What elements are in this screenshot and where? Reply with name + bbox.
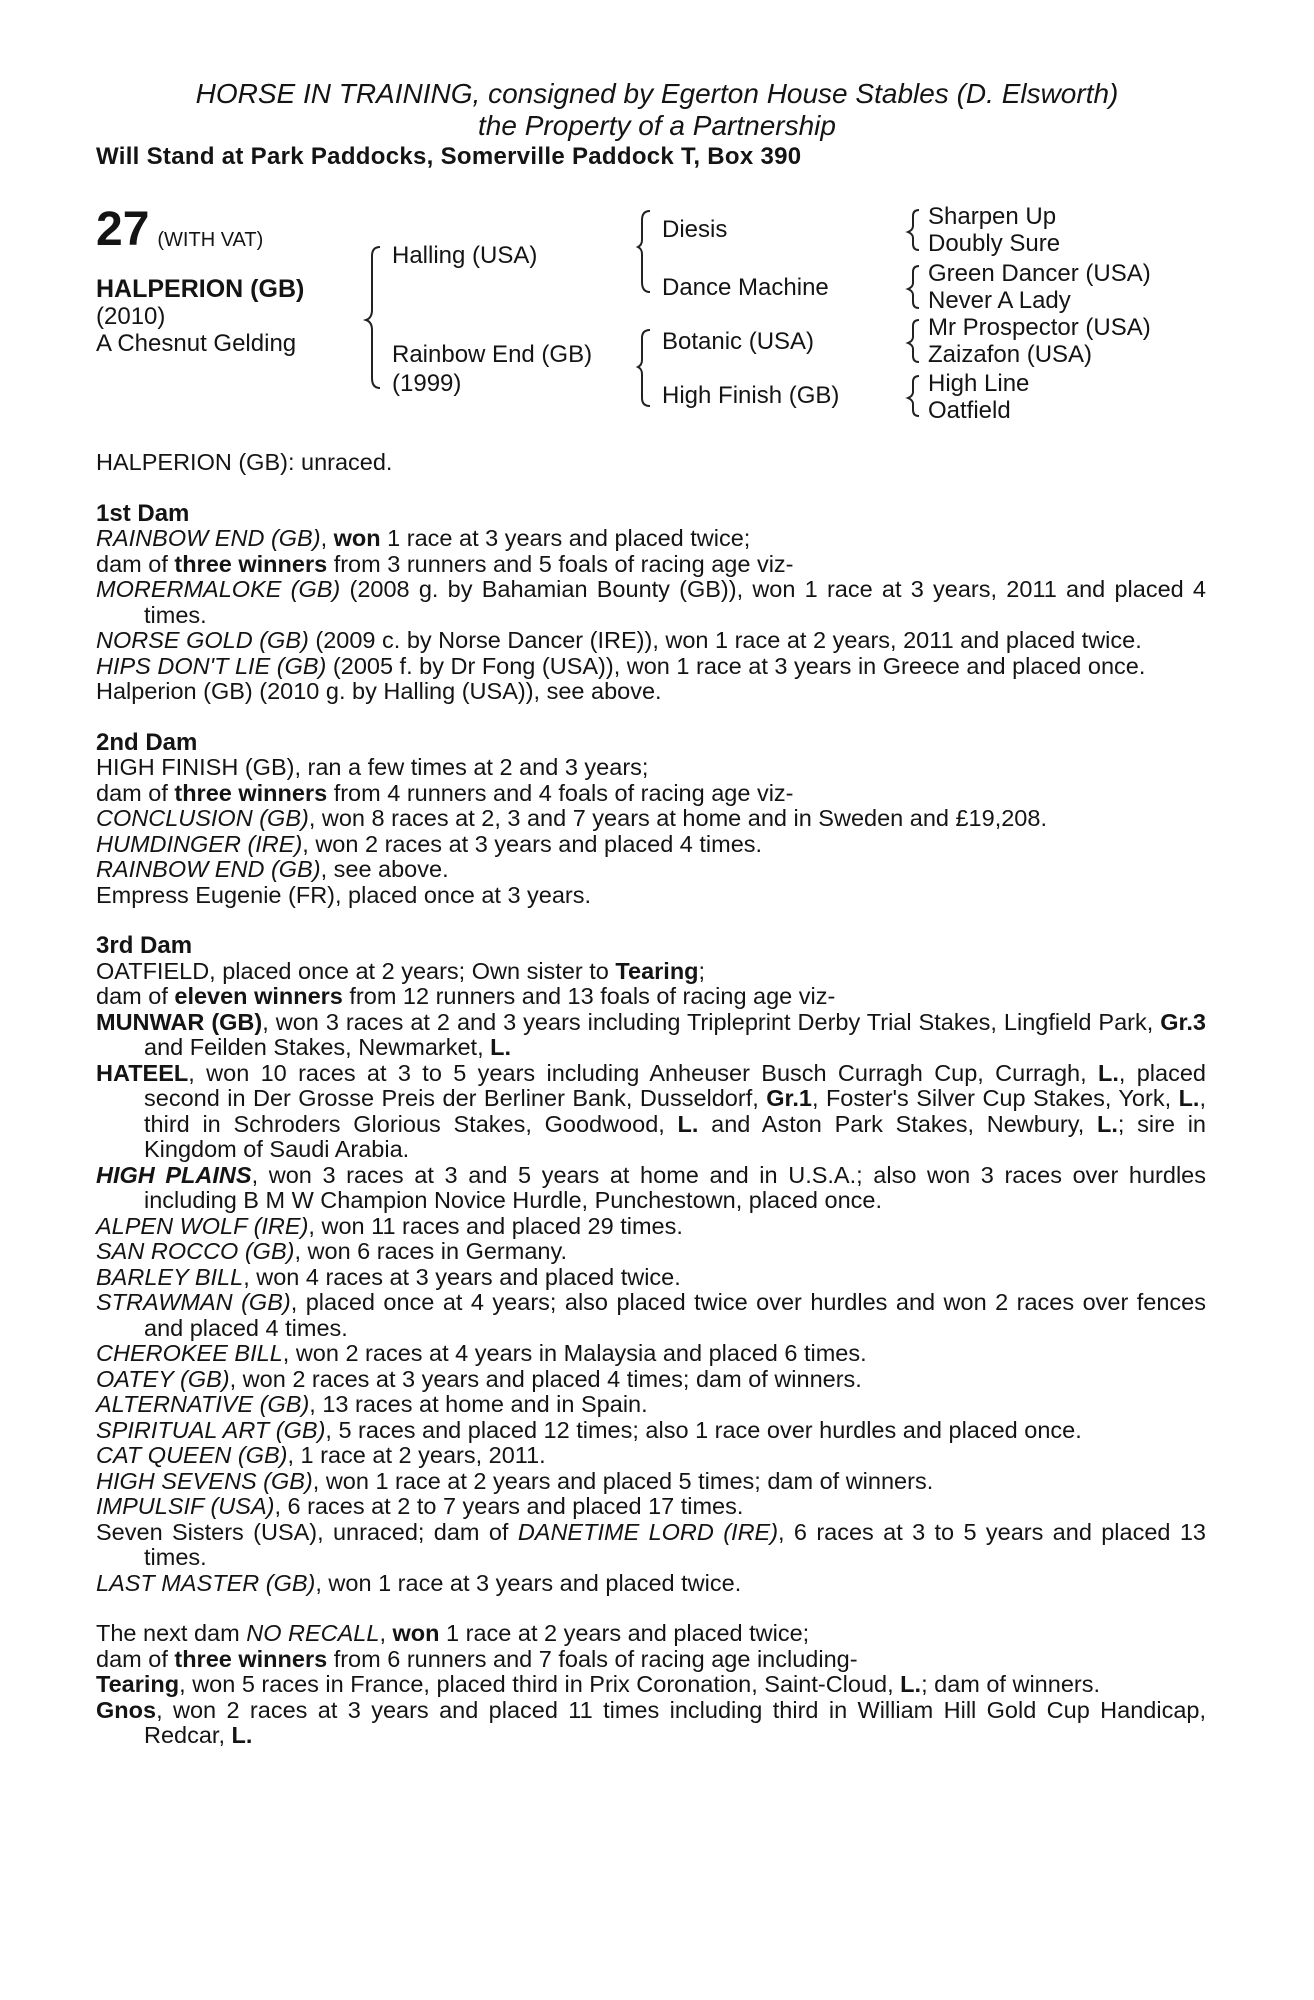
pedigree-g3-6: Zaizafon (USA) bbox=[928, 341, 1093, 368]
horse-year: (2010) bbox=[96, 303, 166, 330]
produce-entry: HIPS DON'T LIE (GB) (2005 f. by Dr Fong (USA)), won 1 race at 3 years in Greece and placed once. bbox=[96, 652, 1146, 679]
first-dam-heading: 1st Dam bbox=[96, 499, 190, 527]
horse-description: A Chesnut Gelding bbox=[96, 330, 297, 357]
pedigree-dam: Rainbow End (GB) bbox=[392, 341, 593, 368]
pedigree-g3-8: Oatfield bbox=[928, 397, 1011, 424]
produce-entry: Empress Eugenie (FR), placed once at 3 years. bbox=[96, 881, 592, 908]
produce-subentry: Seven Sisters (USA), unraced; dam of DANETIME LORD (IRE), 6 races at 3 to 5 years and placed 13 times. bbox=[96, 1518, 1206, 1570]
produce-entry: STRAWMAN (GB), placed once at 4 years; also placed twice over hurdles and won 2 races over fences and placed 4 times. bbox=[96, 1289, 1206, 1341]
produce-entry: BARLEY BILL, won 4 races at 3 years and placed twice. bbox=[96, 1263, 681, 1290]
lot-number: 27 bbox=[96, 203, 150, 256]
produce-entry: LAST MASTER (GB), won 1 race at 3 years and placed twice. bbox=[96, 1569, 742, 1596]
produce-entry: ALPEN WOLF (IRE), won 11 races and placed 29 times. bbox=[96, 1212, 683, 1239]
produce-entry: NORSE GOLD (GB) (2009 c. by Norse Dancer (IRE)), won 1 race at 2 years, 2011 and placed twice. bbox=[96, 627, 1142, 653]
produce-entry: HIGH PLAINS, won 3 races at 3 and 5 years at home and in U.S.A.; also won 3 races over hurdles including B M W Champion Novice Hurdle, Punchestown, placed once. bbox=[96, 1161, 1206, 1213]
stabling-line: Will Stand at Park Paddocks, Somerville Paddock T, Box 390 bbox=[96, 143, 802, 170]
produce-subentry: CAT QUEEN (GB), 1 race at 2 years, 2011. bbox=[96, 1442, 546, 1468]
first-dam-record: RAINBOW END (GB), won 1 race at 3 years and placed twice; bbox=[96, 525, 751, 551]
second-dam-heading: 2nd Dam bbox=[96, 728, 198, 756]
pedigree-sire-sire: Diesis bbox=[662, 216, 728, 243]
produce-entry: HUMDINGER (IRE), won 2 races at 3 years and placed 4 times. bbox=[96, 830, 763, 857]
produce-entry: HATEEL, won 10 races at 3 to 5 years including Anheuser Busch Curragh Cup, Curragh, L., placed second in Der Grosse Preis der Berliner Bank, Dusseldorf, Gr.1, Foster's Silver Cup Stakes, York, L., third in Schroders Glorious Stakes, Goodwood, L. and Aston Park Stakes, Newbury, L.; sire in Kingdom of Saudi Arabia. bbox=[96, 1059, 1206, 1162]
consignor-line: HORSE IN TRAINING, consigned by Egerton House Stables (D. Elsworth) bbox=[195, 78, 1119, 109]
owner-line: the Property of a Partnership bbox=[478, 110, 836, 141]
second-dam-produce: dam of three winners from 4 runners and 4 foals of racing age viz- bbox=[96, 779, 794, 806]
pedigree-dam-dam: High Finish (GB) bbox=[662, 382, 840, 409]
pedigree-dam-sire: Botanic (USA) bbox=[662, 328, 815, 355]
pedigree-sire: Halling (USA) bbox=[392, 242, 538, 269]
third-dam-produce: dam of eleven winners from 12 runners and 13 foals of racing age viz- bbox=[96, 983, 836, 1009]
pedigree-g3-4: Never A Lady bbox=[928, 287, 1071, 314]
first-dam-produce: dam of three winners from 3 runners and 5 foals of racing age viz- bbox=[96, 550, 794, 577]
horse-name: HALPERION (GB) bbox=[96, 275, 305, 303]
produce-entry: RAINBOW END (GB), see above. bbox=[96, 856, 449, 882]
third-dam-heading: 3rd Dam bbox=[96, 932, 193, 959]
pedigree-dam-year: (1999) bbox=[392, 370, 462, 397]
produce-subentry: IMPULSIF (USA), 6 races at 2 to 7 years and placed 17 times. bbox=[96, 1493, 744, 1519]
summary-line: HALPERION (GB): unraced. bbox=[96, 449, 393, 475]
pedigree-braces bbox=[0, 0, 1314, 440]
pedigree-g3-7: High Line bbox=[928, 370, 1030, 397]
pedigree-g3-2: Doubly Sure bbox=[928, 230, 1061, 257]
second-dam-record: HIGH FINISH (GB), ran a few times at 2 and 3 years; bbox=[96, 754, 649, 780]
produce-entry: Gnos, won 2 races at 3 years and placed 11 times including third in William Hill Gold Cup Handicap, Redcar, L. bbox=[96, 1696, 1206, 1748]
produce-subentry: ALTERNATIVE (GB), 13 races at home and in Spain. bbox=[96, 1391, 648, 1417]
produce-entry: CHEROKEE BILL, won 2 races at 4 years in Malaysia and placed 6 times. bbox=[96, 1340, 867, 1366]
produce-entry: MORERMALOKE (GB) (2008 g. by Bahamian Bounty (GB)), won 1 race at 3 years, 2011 and placed 4 times. bbox=[96, 576, 1207, 628]
pedigree-sire-dam: Dance Machine bbox=[662, 274, 829, 301]
catalogue-body bbox=[96, 450, 1206, 1749]
third-dam-record: OATFIELD, placed once at 2 years; Own sister to Tearing; bbox=[96, 957, 706, 984]
produce-subentry: SPIRITUAL ART (GB), 5 races and placed 12 times; also 1 race over hurdles and placed once. bbox=[96, 1416, 1082, 1443]
produce-entry: Halperion (GB) (2010 g. by Halling (USA)), see above. bbox=[96, 678, 662, 704]
next-dam-produce: dam of three winners from 6 runners and 7 foals of racing age including- bbox=[96, 1645, 858, 1672]
pedigree-g3-3: Green Dancer (USA) bbox=[928, 260, 1151, 287]
vat-note: (WITH VAT) bbox=[157, 229, 264, 252]
produce-entry: HIGH SEVENS (GB), won 1 race at 2 years and placed 5 times; dam of winners. bbox=[96, 1467, 934, 1494]
produce-entry: MUNWAR (GB), won 3 races at 2 and 3 years including Tripleprint Derby Trial Stakes, Lingfield Park, Gr.3 and Feilden Stakes, Newmarket, L. bbox=[96, 1008, 1206, 1060]
pedigree-g3-1: Sharpen Up bbox=[928, 203, 1057, 230]
produce-entry: Tearing, won 5 races in France, placed third in Prix Coronation, Saint-Cloud, L.; dam of winners. bbox=[96, 1671, 1100, 1697]
next-dam-record: The next dam NO RECALL, won 1 race at 2 years and placed twice; bbox=[96, 1620, 810, 1646]
produce-entry: CONCLUSION (GB), won 8 races at 2, 3 and 7 years at home and in Sweden and £19,208. bbox=[96, 805, 1047, 831]
produce-entry: OATEY (GB), won 2 races at 3 years and placed 4 times; dam of winners. bbox=[96, 1365, 862, 1392]
pedigree-g3-5: Mr Prospector (USA) bbox=[928, 314, 1151, 341]
produce-entry: SAN ROCCO (GB), won 6 races in Germany. bbox=[96, 1238, 568, 1264]
